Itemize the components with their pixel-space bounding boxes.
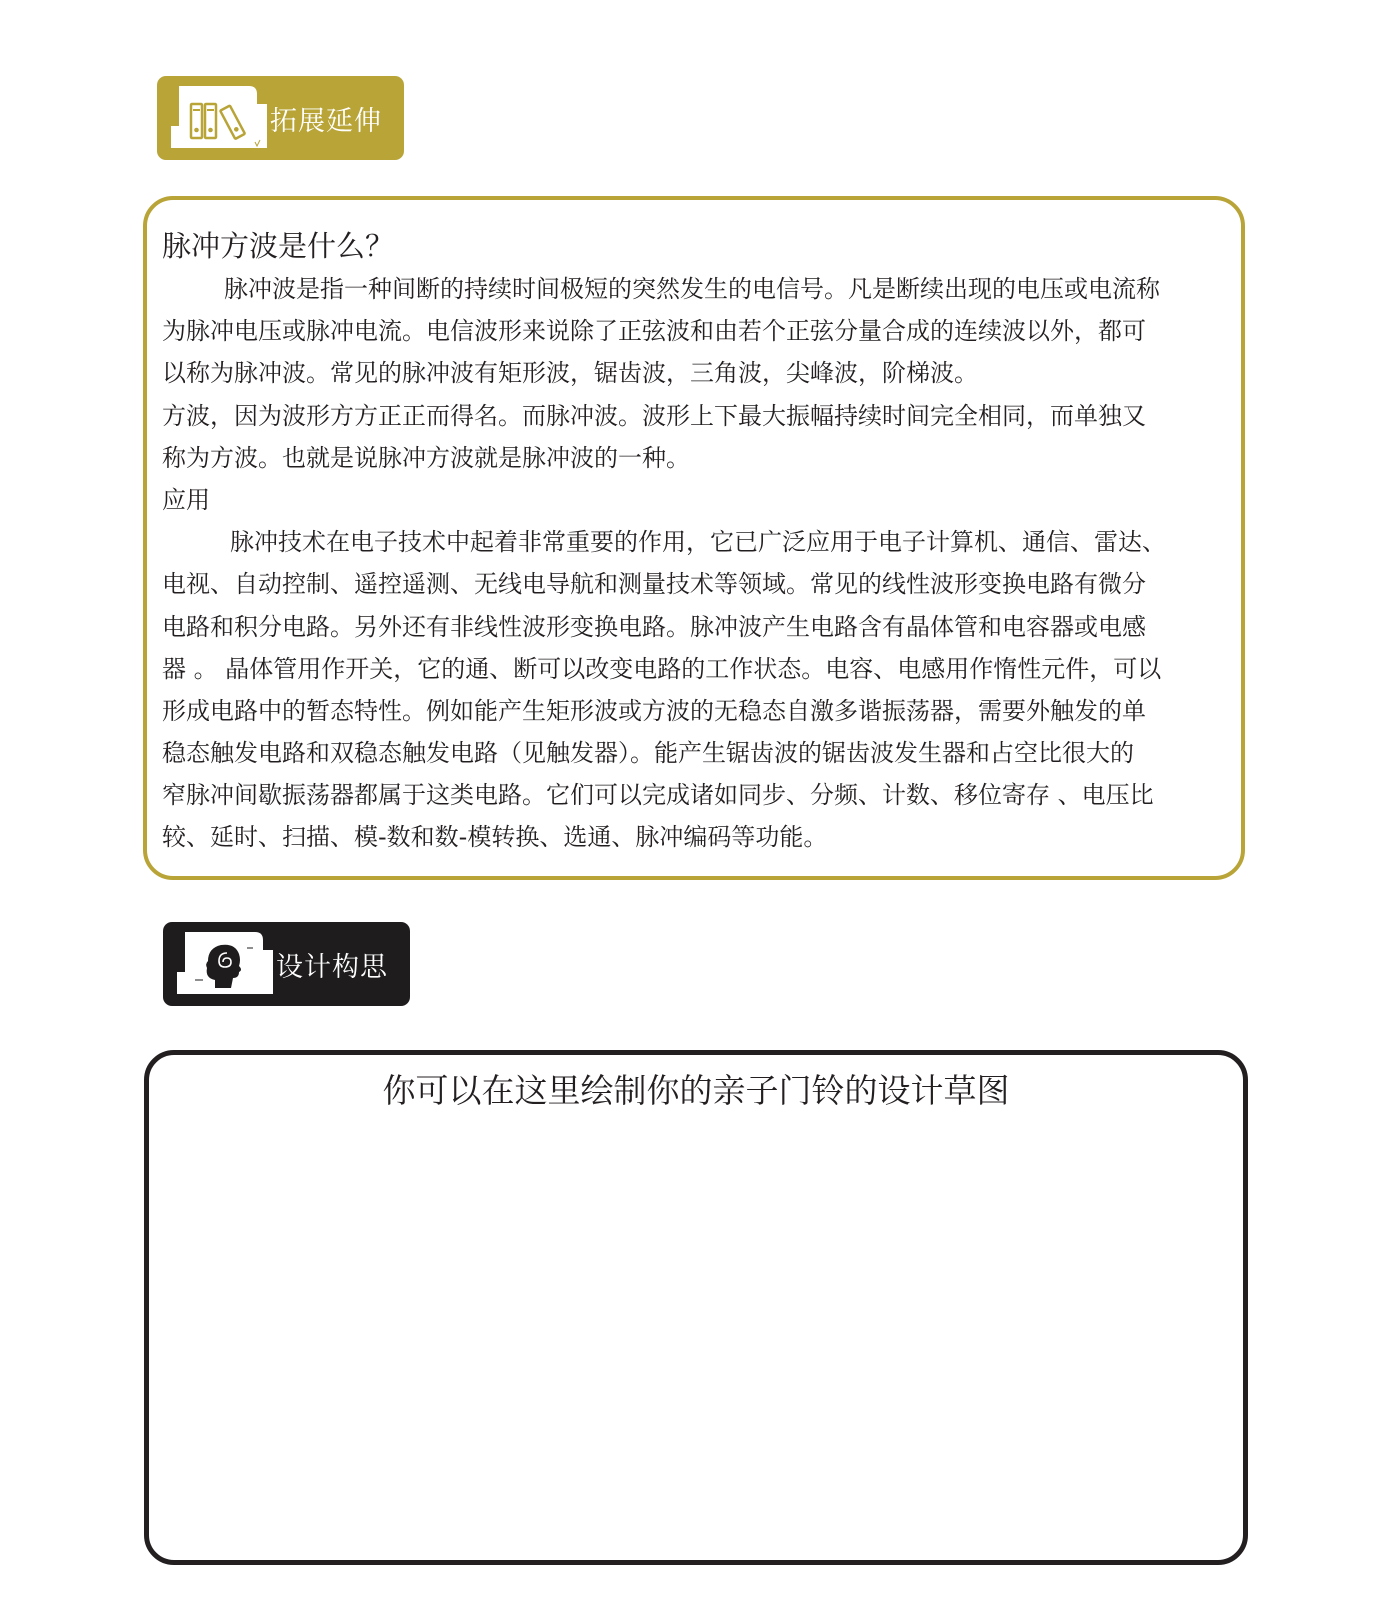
paragraph-line: 脉冲波是指一种间断的持续时间极短的突然发生的电信号。凡是断续出现的电压或电流称 — [224, 275, 1160, 303]
paragraph-line: 电路和积分电路。另外还有非线性波形变换电路。脉冲波产生电路含有晶体管和电容器或电感 — [162, 612, 1146, 641]
paragraph-line: 电视、自动控制、遥控遥测、无线电导航和测量技术等领域。常见的线性波形变换电路有微分 — [162, 570, 1146, 599]
subheading-application: 应用 — [162, 485, 210, 514]
paragraph-line: 窄脉冲间歇振荡器都属于这类电路。它们可以完成诸如同步、分频、计数、移位寄存 、电压比 — [162, 781, 1154, 810]
paragraph-line: 方波，因为波形方方正正而得名。而脉冲波。波形上下最大振幅持续时间完全相同，而单独又 — [162, 401, 1146, 430]
design-section-title: 设计构思 — [276, 951, 388, 983]
paragraph-line: 称为方波。也就是说脉冲方波就是脉冲波的一种。 — [162, 443, 690, 472]
books-icon — [171, 82, 267, 148]
extension-section-badge — [157, 76, 404, 160]
paragraph-line: 较、延时、扫描、模-数和数-模转换、选通、脉冲编码等功能。 — [162, 823, 828, 852]
paragraph-line: 稳态触发电路和双稳态触发电路（见触发器）。能产生锯齿波的锯齿波发生器和占空比很大的 — [162, 739, 1134, 768]
paragraph-line: 脉冲技术在电子技术中起着非常重要的作用，它已广泛应用于电子计算机、通信、雷达、 — [230, 528, 1166, 557]
paragraph-line: 形成电路中的暂态特性。例如能产生矩形波或方波的无稳态自激多谐振荡器，需要外触发的单 — [162, 696, 1146, 725]
design-section-badge — [163, 922, 410, 1006]
extension-question-title: 脉冲方波是什么？ — [162, 229, 395, 263]
paragraph-line: 器 。 晶体管用作开关，它的通、断可以改变电路的工作状态。电容、电感用作惰性元件，可以 — [162, 654, 1162, 683]
design-sketch-area[interactable] — [144, 1050, 1248, 1565]
thinking-head-icon — [177, 928, 273, 994]
paragraph-line: 为脉冲电压或脉冲电流。电信波形来说除了正弦波和由若个正弦分量合成的连续波以外，都可 — [162, 317, 1146, 346]
sketch-prompt-text: 你可以在这里绘制你的亲子门铃的设计草图 — [382, 1071, 1010, 1110]
paragraph-line: 以称为脉冲波。常见的脉冲波有矩形波，锯齿波，三角波，尖峰波，阶梯波。 — [162, 359, 978, 388]
extension-section-title: 拓展延伸 — [270, 105, 382, 137]
extension-text-box — [143, 196, 1245, 880]
